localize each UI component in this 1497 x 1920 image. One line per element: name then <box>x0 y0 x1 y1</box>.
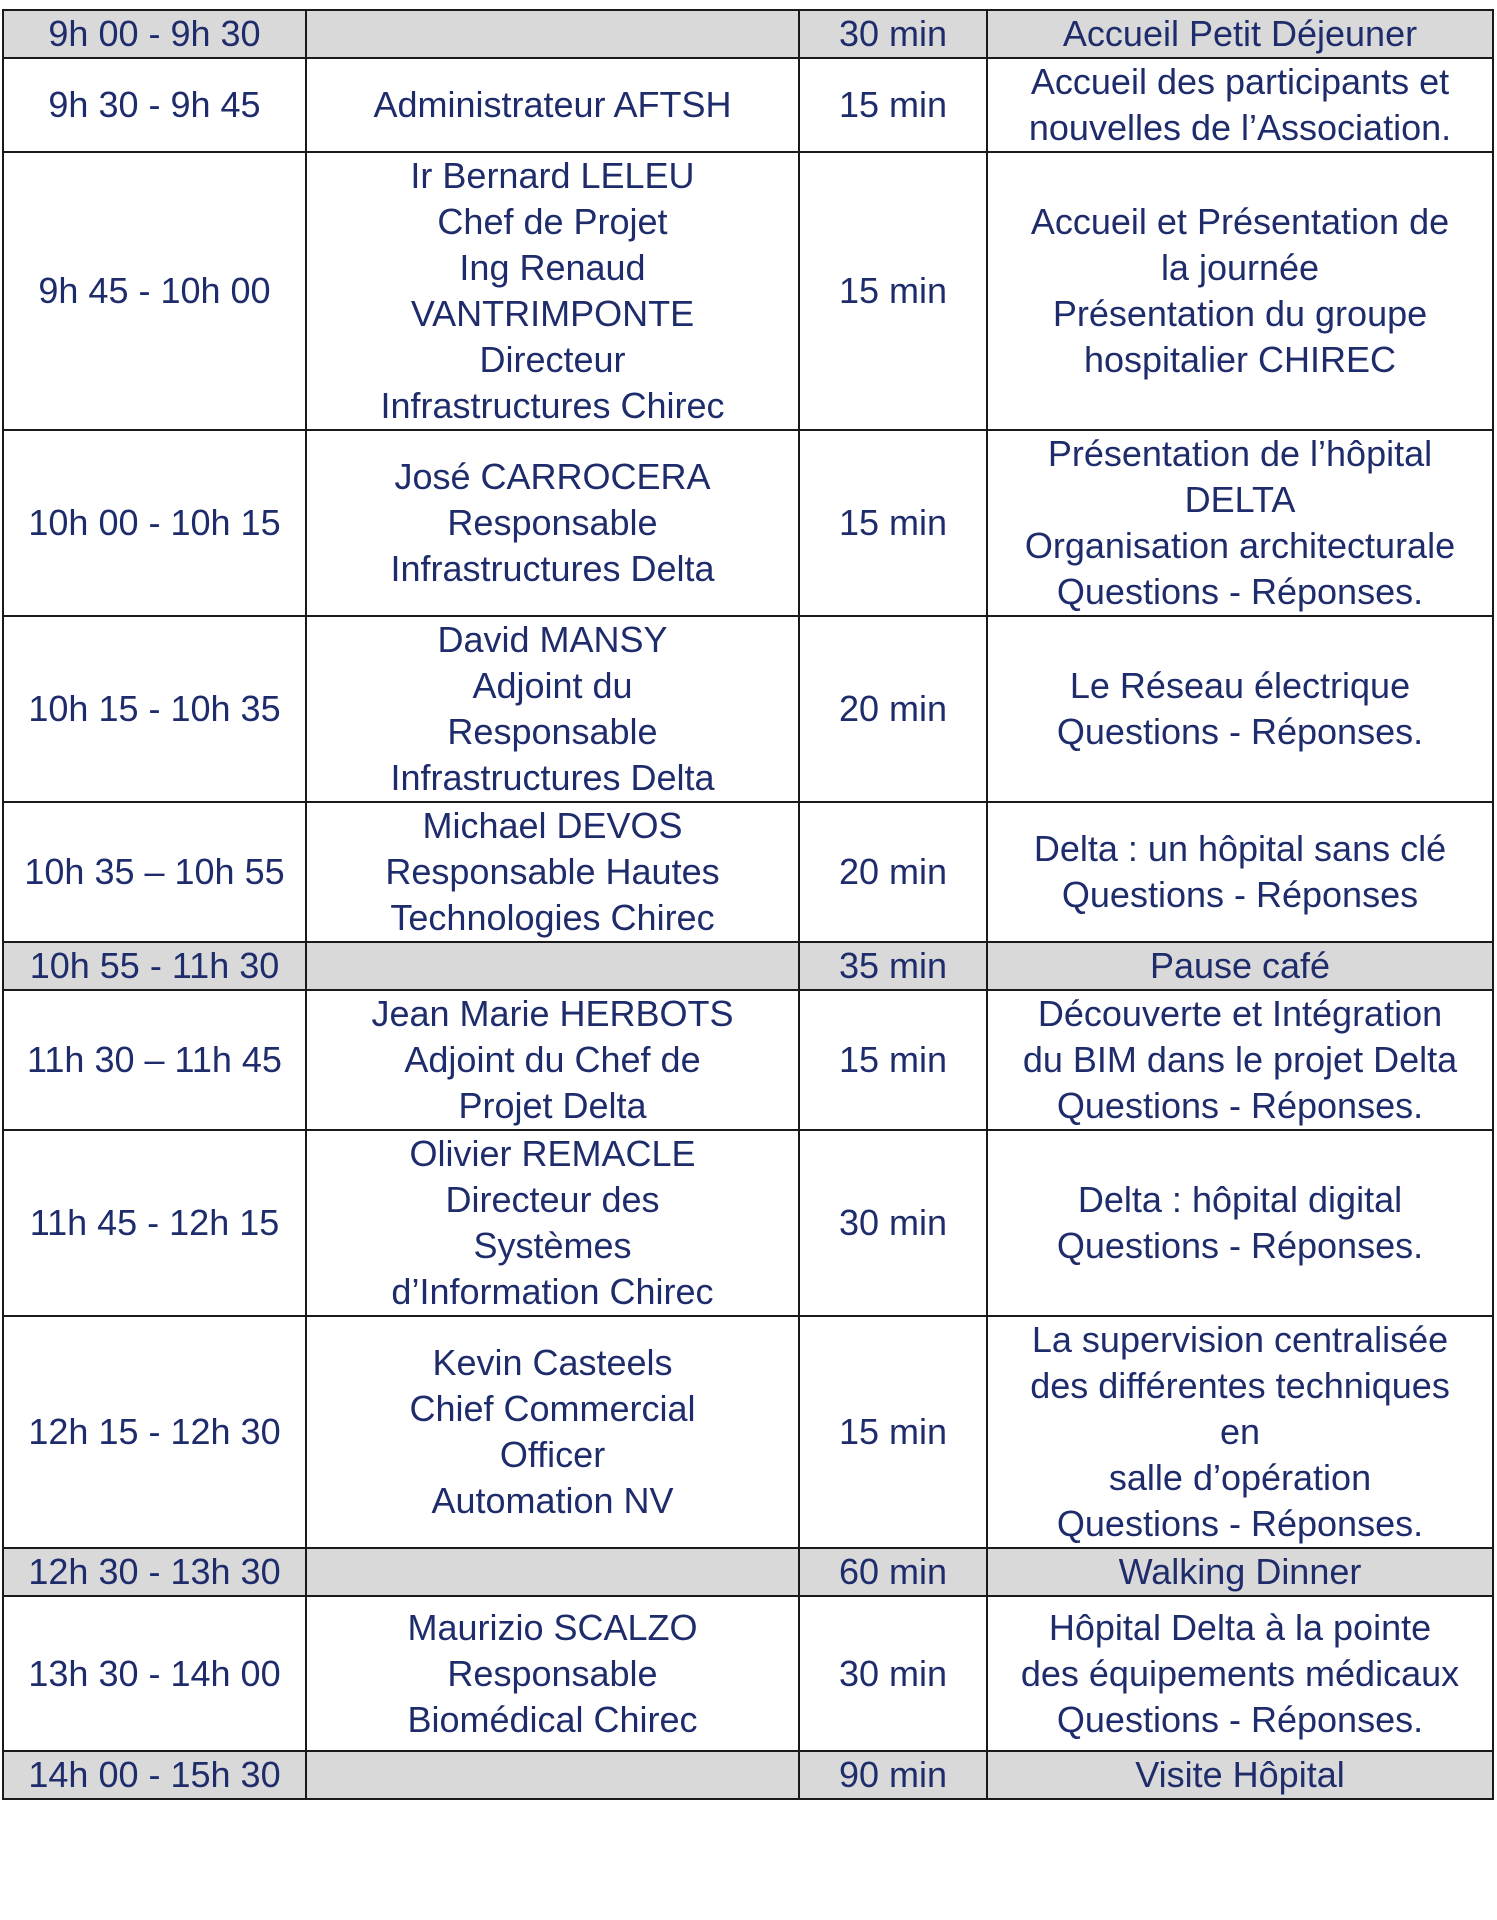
speaker-line: Maurizio SCALZO <box>407 1606 698 1648</box>
duration-cell <box>799 152 987 430</box>
time-cell <box>3 152 306 430</box>
time-slot: 13h 30 - 14h 00 <box>28 1652 281 1694</box>
duration-cell <box>799 10 987 58</box>
topic-cell <box>987 1548 1493 1596</box>
topic-line: Questions - Réponses. <box>1056 1085 1424 1126</box>
topic-line: Accueil Petit Déjeuner <box>1062 13 1418 54</box>
speaker-line: Olivier REMACLE <box>409 1133 696 1174</box>
session-row <box>3 616 1493 802</box>
speaker-line: Chief Commercial <box>409 1388 696 1429</box>
topic-line: Questions - Réponses. <box>1056 571 1424 612</box>
time-slot: 10h 15 - 10h 35 <box>28 688 281 729</box>
speaker-line: Administrateur AFTSH <box>373 84 732 125</box>
duration: 20 min <box>838 688 948 729</box>
speaker-line: Officer <box>499 1434 606 1475</box>
time-slot: 9h 45 - 10h 00 <box>38 270 271 311</box>
speaker-cell <box>306 802 799 942</box>
duration: 15 min <box>838 1039 948 1080</box>
speaker-line: Responsable Hautes <box>385 851 720 892</box>
speaker-cell <box>306 1596 799 1751</box>
speaker-cell <box>306 942 799 990</box>
time-slot: 9h 30 - 9h 45 <box>48 84 261 125</box>
time-cell <box>3 10 306 58</box>
duration-cell <box>799 942 987 990</box>
speaker-line: Automation NV <box>431 1480 674 1521</box>
topic-cell <box>987 1130 1493 1316</box>
speaker-line: Responsable <box>447 502 658 543</box>
topic-line: Questions - Réponses. <box>1056 711 1424 752</box>
speaker-line: Responsable <box>447 711 658 752</box>
topic-line: Accueil et Présentation de <box>1030 201 1450 242</box>
speaker-line: Systèmes <box>473 1225 632 1266</box>
topic-line: Questions - Réponses. <box>1056 1225 1424 1266</box>
time-slot: 10h 35 – 10h 55 <box>24 851 285 892</box>
session-row <box>3 1130 1493 1316</box>
session-row <box>3 802 1493 942</box>
topic-cell <box>987 802 1493 942</box>
time-slot: 12h 15 - 12h 30 <box>28 1411 281 1452</box>
session-row <box>3 1316 1493 1548</box>
speaker-line: Ing Renaud <box>459 247 646 288</box>
break-row <box>3 1751 1493 1799</box>
duration-cell <box>799 1548 987 1596</box>
topic-cell <box>987 10 1493 58</box>
topic-line: Découverte et Intégration <box>1037 993 1443 1034</box>
speaker-cell <box>306 1130 799 1316</box>
duration: 20 min <box>838 851 948 892</box>
speaker-line: Infrastructures Delta <box>390 548 715 589</box>
time-cell <box>3 802 306 942</box>
topic-cell <box>987 1316 1493 1548</box>
speaker-cell <box>306 152 799 430</box>
topic-line: Présentation du groupe <box>1052 293 1428 334</box>
topic-cell <box>987 152 1493 430</box>
topic-line: DELTA <box>1184 479 1296 520</box>
time-slot: 11h 30 – 11h 45 <box>27 1039 282 1080</box>
duration-cell <box>799 1130 987 1316</box>
topic-line: Organisation architecturale <box>1024 525 1456 566</box>
topic-cell <box>987 942 1493 990</box>
duration-cell <box>799 1596 987 1751</box>
time-slot: 9h 00 - 9h 30 <box>48 13 261 54</box>
speaker-line: Adjoint du <box>472 665 633 706</box>
time-cell <box>3 942 306 990</box>
duration: 60 min <box>838 1551 948 1592</box>
duration: 90 min <box>838 1754 948 1795</box>
topic-cell <box>987 430 1493 616</box>
topic-line: Delta : un hôpital sans clé <box>1033 828 1447 869</box>
speaker-line: David MANSY <box>437 619 668 660</box>
speaker-line: Infrastructures Delta <box>390 757 715 798</box>
schedule-body <box>3 10 1493 1799</box>
speaker-line: Ir Bernard LELEU <box>410 155 695 196</box>
time-cell <box>3 1130 306 1316</box>
duration-cell <box>799 58 987 152</box>
topic-line: Questions - Réponses. <box>1056 1503 1424 1544</box>
topic-line: Delta : hôpital digital <box>1077 1179 1403 1220</box>
topic-line: Walking Dinner <box>1118 1551 1362 1592</box>
speaker-line: Biomédical Chirec <box>407 1698 698 1740</box>
topic-cell <box>987 1751 1493 1799</box>
topic-line: la journée <box>1160 247 1320 288</box>
speaker-cell <box>306 1548 799 1596</box>
time-cell <box>3 1548 306 1596</box>
duration: 15 min <box>838 270 948 311</box>
time-cell <box>3 430 306 616</box>
schedule-table <box>2 9 1494 1800</box>
break-row <box>3 942 1493 990</box>
duration-cell <box>799 430 987 616</box>
duration-cell <box>799 802 987 942</box>
time-slot: 14h 00 - 15h 30 <box>28 1754 281 1795</box>
duration: 15 min <box>838 502 948 543</box>
session-row <box>3 58 1493 152</box>
topic-line: Questions - Réponses <box>1061 874 1419 915</box>
speaker-line: Technologies Chirec <box>390 897 715 938</box>
duration: 15 min <box>838 1411 948 1452</box>
speaker-line: Responsable <box>447 1652 658 1694</box>
time-slot: 12h 30 - 13h 30 <box>28 1551 281 1592</box>
speaker-line: Chef de Projet <box>437 201 668 242</box>
topic-line: du BIM dans le projet Delta <box>1022 1039 1458 1080</box>
topic-cell <box>987 616 1493 802</box>
break-row <box>3 10 1493 58</box>
speaker-line: Kevin Casteels <box>432 1342 673 1383</box>
duration: 30 min <box>838 1652 948 1694</box>
speaker-cell <box>306 1751 799 1799</box>
speaker-line: Directeur des <box>445 1179 660 1220</box>
topic-line: Visite Hôpital <box>1135 1754 1345 1795</box>
duration: 30 min <box>838 1202 948 1243</box>
topic-line: Le Réseau électrique <box>1069 665 1411 706</box>
speaker-cell <box>306 58 799 152</box>
time-cell <box>3 1316 306 1548</box>
speaker-line: Infrastructures Chirec <box>380 385 725 426</box>
topic-cell <box>987 1596 1493 1751</box>
duration: 15 min <box>838 84 948 125</box>
session-row <box>3 152 1493 430</box>
break-row <box>3 1548 1493 1596</box>
topic-line: Présentation de l’hôpital <box>1047 433 1433 474</box>
topic-line: en <box>1219 1411 1261 1452</box>
time-cell <box>3 616 306 802</box>
speaker-line: Adjoint du Chef de <box>404 1039 701 1080</box>
speaker-cell <box>306 1316 799 1548</box>
time-cell <box>3 58 306 152</box>
session-row <box>3 430 1493 616</box>
speaker-line: Directeur <box>479 339 626 380</box>
session-row <box>3 990 1493 1130</box>
topic-line: Pause café <box>1149 945 1331 986</box>
time-cell <box>3 1596 306 1751</box>
duration-cell <box>799 1751 987 1799</box>
time-cell <box>3 1751 306 1799</box>
session-row <box>3 1596 1493 1751</box>
topic-line: salle d’opération <box>1108 1457 1372 1498</box>
time-slot: 10h 00 - 10h 15 <box>28 502 281 543</box>
topic-cell <box>987 990 1493 1130</box>
speaker-line: Projet Delta <box>458 1085 647 1126</box>
topic-line: nouvelles de l’Association. <box>1028 107 1452 148</box>
speaker-line: Jean Marie HERBOTS <box>371 993 734 1034</box>
speaker-cell <box>306 430 799 616</box>
duration-cell <box>799 1316 987 1548</box>
time-slot: 10h 55 - 11h 30 <box>29 945 280 986</box>
speaker-line: VANTRIMPONTE <box>410 293 695 334</box>
topic-line: Questions - Réponses. <box>1056 1698 1424 1740</box>
time-cell <box>3 990 306 1130</box>
duration-cell <box>799 616 987 802</box>
duration: 30 min <box>838 13 948 54</box>
time-slot: 11h 45 - 12h 15 <box>29 1202 280 1243</box>
speaker-line: d’Information Chirec <box>391 1271 714 1312</box>
topic-line: Hôpital Delta à la pointe <box>1048 1606 1432 1648</box>
topic-line: La supervision centralisée <box>1031 1319 1449 1360</box>
speaker-cell <box>306 10 799 58</box>
speaker-cell <box>306 616 799 802</box>
duration: 35 min <box>838 945 948 986</box>
speaker-cell <box>306 990 799 1130</box>
topic-line: des équipements médicaux <box>1020 1652 1460 1694</box>
speaker-line: José CARROCERA <box>394 456 711 497</box>
topic-line: des différentes techniques <box>1030 1365 1450 1406</box>
duration-cell <box>799 990 987 1130</box>
speaker-line: Michael DEVOS <box>422 805 683 846</box>
topic-cell <box>987 58 1493 152</box>
topic-line: Accueil des participants et <box>1030 61 1450 102</box>
topic-line: hospitalier CHIREC <box>1083 339 1397 380</box>
